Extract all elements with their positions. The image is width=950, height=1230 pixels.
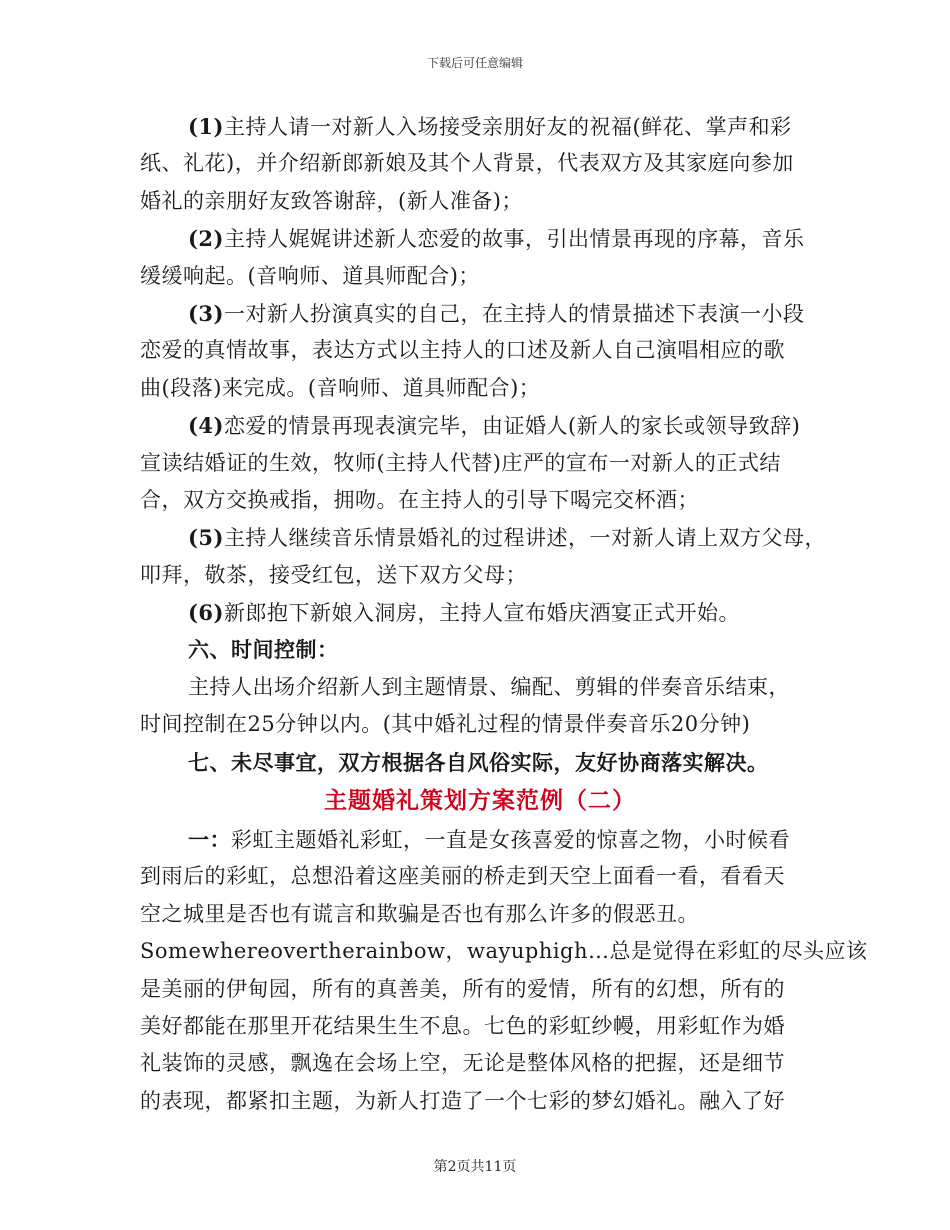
section-6-line-2: 时间控制在25分钟以内。(其中婚礼过程的情景伴奏音乐20分钟)	[140, 712, 751, 737]
item-2-line-2: 缓缓响起。(音响师、道具师配合)；	[140, 263, 480, 288]
item-1-line-1: (1)主持人请一对新人入场接受亲朋好友的祝福(鲜花、掌声和彩	[188, 114, 792, 139]
page-number: 第2页共11页	[433, 1159, 517, 1175]
para-line-3: 空之城里是否也有谎言和欺骗是否也有那么许多的假恶丑。	[140, 901, 699, 926]
item-4-line-1: (4)恋爱的情景再现表演完毕，由证婚人(新人的家长或领导致辞)	[188, 413, 801, 439]
item-1-line-2: 纸、礼花)，并介绍新郎新娘及其个人背景，代表双方及其家庭向参加	[140, 151, 794, 176]
para-lead: 一：	[188, 827, 231, 853]
document-body	[140, 108, 868, 1120]
item-number: (5)	[188, 525, 224, 551]
item-1-line-3: 婚礼的亲朋好友致答谢辞，(新人准备)；	[140, 188, 523, 213]
item-number: (6)	[188, 600, 224, 626]
item-6-line-1: (6)新郎抱下新娘入洞房，主持人宣布婚庆酒宴正式开始。	[188, 600, 740, 626]
para-line-4: Somewhereovertherainbow，wayuphigh…总是觉得在彩虹的尽头应该	[140, 939, 868, 964]
header-note: 下载后可任意编辑	[426, 56, 523, 70]
item-number: (1)	[188, 114, 224, 139]
section-7-text: 七、未尽事宜，双方根据各自风俗实际，友好协商落实解决。	[188, 749, 769, 775]
para-line-6: 美好都能在那里开花结果生生不息。七色的彩虹纱幔，用彩虹作为婚	[140, 1013, 785, 1038]
item-number: (3)	[188, 300, 224, 326]
section-6-line-1: 主持人出场介绍新人到主题情景、编配、剪辑的伴奏音乐结束，	[188, 674, 790, 699]
item-5-line-2: 叩拜，敬茶，接受红包，送下双方父母；	[140, 562, 527, 587]
section-6-heading: 六、时间控制：	[188, 637, 339, 663]
para-line-7: 礼装饰的灵感，飘逸在会场上空，无论是整体风格的把握，还是细节	[140, 1051, 785, 1076]
item-number: (2)	[188, 226, 224, 252]
item-4-line-3: 合，双方交换戒指，拥吻。在主持人的引导下喝完交杯酒；	[140, 487, 699, 512]
para-line-1: 一：彩虹主题婚礼彩虹，一直是女孩喜爱的惊喜之物，小时候看	[188, 827, 790, 853]
section-title-2: 主题婚礼策划方案范例（二）	[324, 787, 636, 815]
item-3-line-3: 曲(段落)来完成。(音响师、道具师配合)；	[140, 375, 541, 400]
item-4-line-2: 宣读结婚证的生效，牧师(主持人代替)庄严的宣布一对新人的正式结	[140, 450, 781, 475]
item-2-line-1: (2)主持人娓娓讲述新人恋爱的故事，引出情景再现的序幕，音乐	[188, 226, 805, 252]
item-number: (4)	[188, 413, 224, 439]
item-5-line-1: (5)主持人继续音乐情景婚礼的过程讲述，一对新人请上双方父母，	[188, 525, 826, 551]
para-line-2: 到雨后的彩虹，总想沿着这座美丽的桥走到天空上面看一看，看看天	[140, 864, 785, 889]
para-line-5: 是美丽的伊甸园，所有的真善美，所有的爱情，所有的幻想，所有的	[140, 976, 785, 1001]
item-3-line-2: 恋爱的真情故事，表达方式以主持人的口述及新人自己演唱相应的歌	[140, 338, 785, 363]
item-3-line-1: (3)一对新人扮演真实的自己，在主持人的情景描述下表演一小段	[188, 300, 805, 326]
para-line-8: 的表现，都紧扣主题，为新人打造了一个七彩的梦幻婚礼。融入了好	[140, 1088, 785, 1113]
